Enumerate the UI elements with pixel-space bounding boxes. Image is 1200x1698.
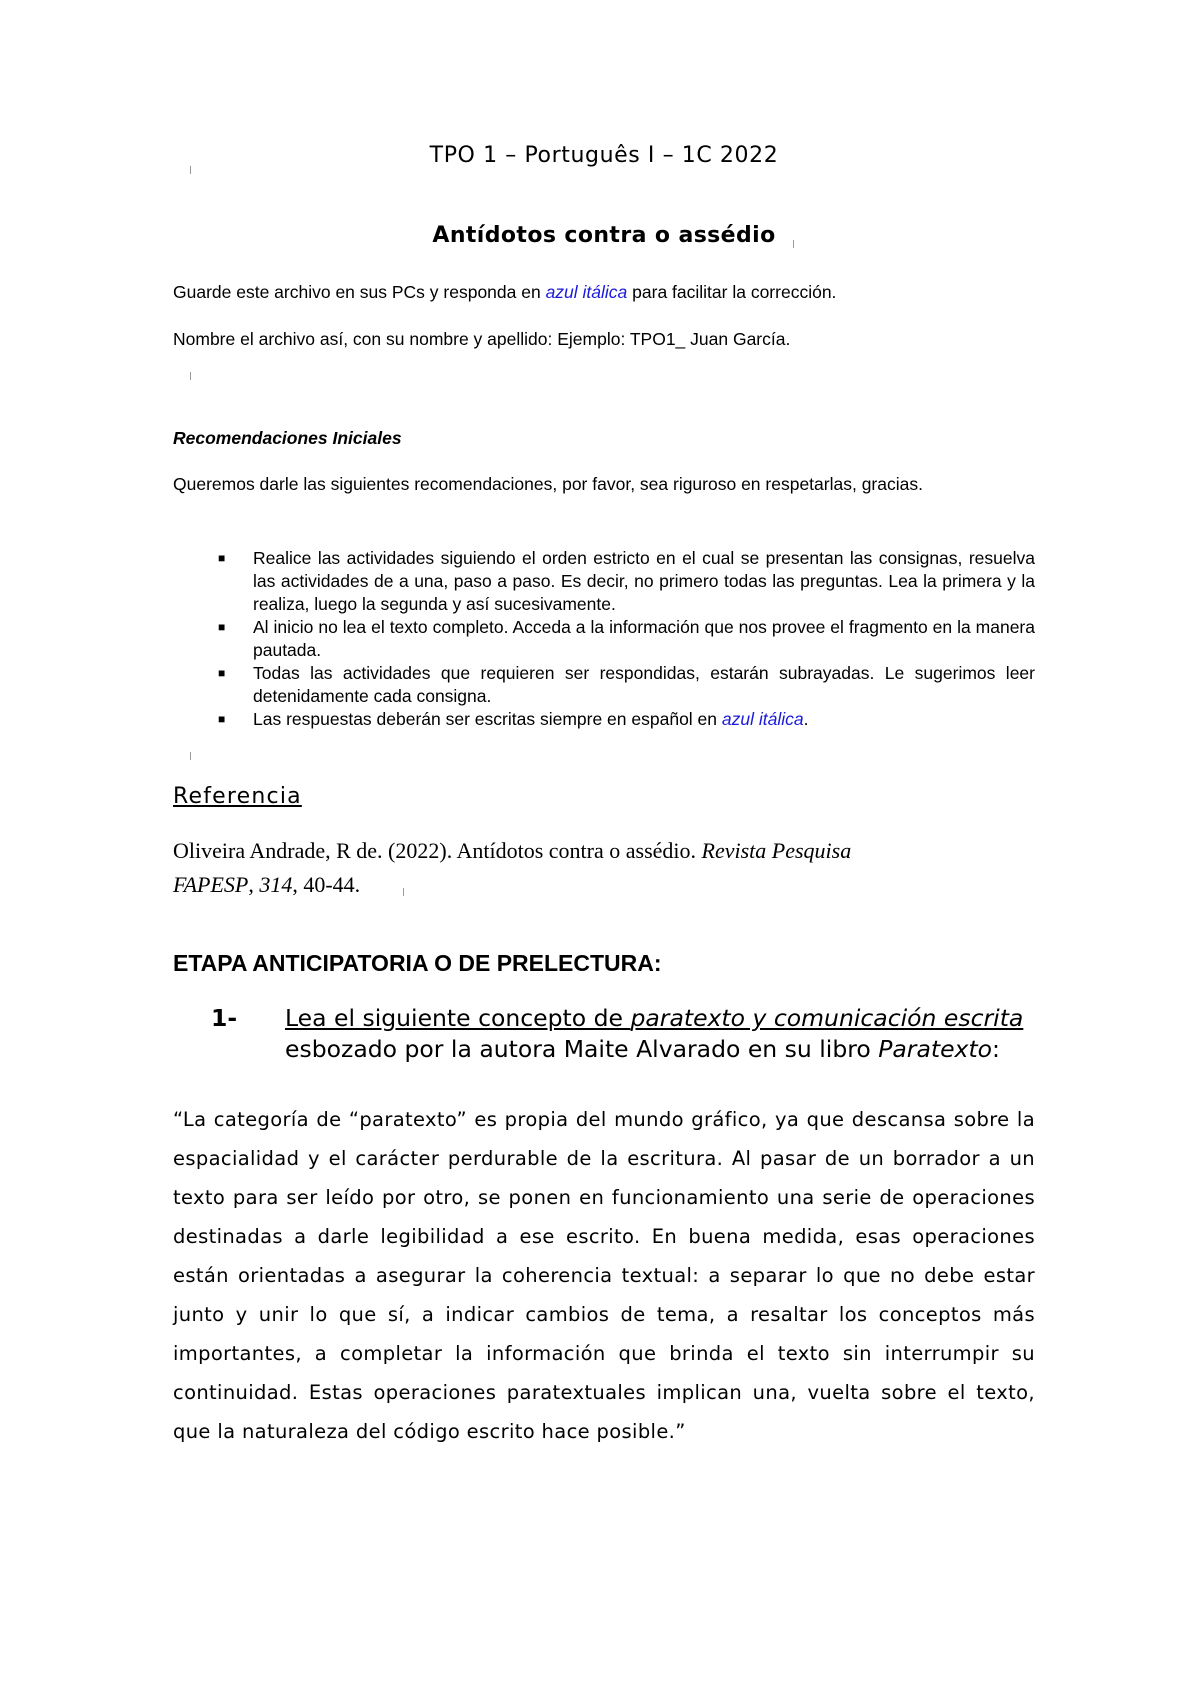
instruction-blue-italic: azul itálica: [545, 282, 628, 302]
list-item-text: Las respuestas deberán ser escritas siempre en español en: [253, 709, 722, 729]
list-item: [218, 662, 1035, 708]
reference-separator: ,: [248, 872, 260, 897]
instruction-save-text-end: para facilitar la corrección.: [627, 282, 837, 302]
question-underlined: [285, 1004, 1023, 1032]
bullet-icon: ■: [218, 712, 226, 726]
recommendations-heading: Recomendaciones Iniciales: [173, 428, 402, 448]
reference-text: Oliveira Andrade, R de. (2022). Antídotos contra o assédio.: [173, 838, 702, 863]
editing-mark: [190, 752, 191, 760]
instruction-save-text: Guarde este archivo en sus PCs y responda en: [173, 282, 546, 302]
reference-citation: [173, 834, 933, 902]
bullet-icon: ■: [218, 551, 226, 565]
instruction-filename: Nombre el archivo así, con su nombre y apellido: Ejemplo: TPO1_ Juan García.: [173, 329, 791, 349]
list-item-text-end: .: [803, 709, 809, 729]
reference-journal: Revista Pesquisa FAPESP: [173, 838, 852, 897]
question-text-italic: paratexto y comunicación escrita: [630, 1004, 1024, 1032]
editing-mark: [403, 888, 404, 896]
question-text-end: :: [992, 1035, 1000, 1063]
document-title: TPO 1 – Português I – 1C 2022: [429, 143, 779, 168]
recommendations-intro: Queremos darle las siguientes recomendaciones, por favor, sea riguroso en respetarlas, gracias.: [173, 474, 923, 494]
reference-heading: Referencia: [173, 784, 302, 809]
reference-volume: 314: [259, 872, 293, 897]
question-number: 1-: [211, 1004, 238, 1032]
question-text-line2: esbozado por la autora Maite Alvarado en su libro: [285, 1035, 879, 1063]
bullet-icon: ■: [218, 666, 226, 680]
list-item: [218, 616, 1035, 662]
editing-mark: [190, 372, 191, 380]
section-heading: ETAPA ANTICIPATORIA O DE PRELECTURA:: [173, 950, 662, 976]
reference-pages: , 40-44.: [292, 872, 361, 897]
list-item: [218, 547, 1035, 616]
recommendations-list: [218, 547, 1035, 731]
question-text: [285, 1003, 1025, 1065]
question-book-title: Paratexto: [878, 1035, 993, 1063]
bullet-icon: ■: [218, 620, 226, 634]
list-item: [218, 708, 1035, 731]
list-item-text: Todas las actividades que requieren ser respondidas, estarán subrayadas. Le sugerimos leer detenidamente cada consigna.: [253, 663, 1035, 706]
list-item-text: Al inicio no lea el texto completo. Acceda a la información que nos provee el fragmento en la manera pautada.: [253, 617, 1035, 660]
quote-paragraph: “La categoría de “paratexto” es propia del mundo gráfico, ya que descansa sobre la espacialidad y el carácter perdurable de la escritura. Al pasar de un borrador a un texto para ser leído por otro, se ponen en funcionamiento una serie de operaciones destinadas a darle legibilidad a ese escrito. En buena medida, esas operaciones están orientadas a asegurar la coherencia textual: a separar lo que no debe estar junto y unir lo que sí, a indicar cambios de tema, a resaltar los conceptos más importantes, a completar la información que brinda el texto sin interrumpir su continuidad. Estas operaciones paratextuales implican una, vuelta sobre el texto, que la naturaleza del código escrito hace posible.”: [173, 1108, 1035, 1443]
document-subtitle: Antídotos contra o assédio: [432, 223, 776, 248]
list-item-blue-italic: azul itálica: [721, 709, 804, 729]
editing-mark: [793, 240, 794, 248]
list-item-text: Realice las actividades siguiendo el orden estricto en el cual se presentan las consignas, resuelva las actividades de a una, paso a paso. Es decir, no primero todas las preguntas. Lea la primera y la realiza, luego la segunda y así sucesivamente.: [253, 548, 1035, 614]
question-text-part: Lea el siguiente concepto de: [285, 1004, 631, 1032]
instruction-save: [173, 281, 1035, 304]
